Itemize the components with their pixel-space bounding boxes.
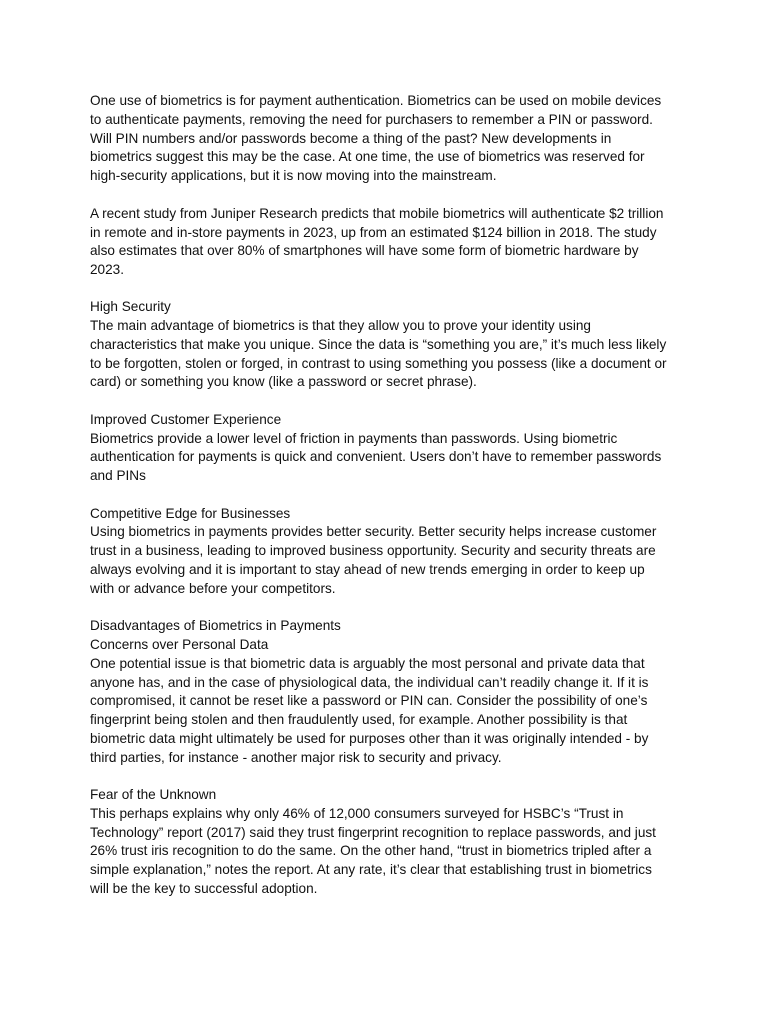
text-line: Will PIN numbers and/or passwords become a thing of the past? New developments in (90, 131, 612, 146)
text-line: Biometrics provide a lower level of friction in payments than passwords. Using biometric (90, 431, 618, 446)
text-line: A recent study from Juniper Research predicts that mobile biometrics will authenticate $2 trillion (90, 206, 664, 221)
text-line: trust in a business, leading to improved business opportunity. Security and security threats are (90, 543, 656, 558)
text-line: One use of biometrics is for payment authentication. Biometrics can be used on mobile devices (90, 93, 662, 108)
text-line: biometrics suggest this may be the case. At one time, the use of biometrics was reserved for (90, 149, 645, 164)
text-line: simple explanation,” notes the report. At any rate, it’s clear that establishing trust in biometrics (90, 862, 652, 877)
text-line: always evolving and it is important to stay ahead of new trends emerging in order to keep up (90, 562, 645, 577)
text-line: compromised, it cannot be reset like a password or PIN can. Consider the possibility of one’s (90, 693, 648, 708)
section-heading: Disadvantages of Biometrics in Payments (90, 618, 341, 633)
text-line: authentication for payments is quick and convenient. Users don’t have to remember passwords (90, 449, 662, 464)
text-line: and PINs (90, 468, 146, 483)
text-line: in remote and in-store payments in 2023, up from an estimated $124 billion in 2018. The study (90, 225, 657, 240)
text-line: high-security applications, but it is now moving into the mainstream. (90, 168, 497, 183)
text-line: third parties, for instance - another major risk to security and privacy. (90, 750, 502, 765)
text-line: will be the key to successful adoption. (90, 881, 318, 896)
section-heading: High Security (90, 299, 171, 314)
text-line: 26% trust iris recognition to do the same. On the other hand, “trust in biometrics tripled after a (90, 843, 652, 858)
text-line: also estimates that over 80% of smartphones will have some form of biometric hardware by (90, 243, 639, 258)
text-line: 2023. (90, 262, 125, 277)
text-line: fingerprint being stolen and then fraudulently used, for example. Another possibility is that (90, 712, 628, 727)
text-line: characteristics that make you unique. Since the data is “something you are,” it’s much less likely (90, 337, 667, 352)
text-line: One potential issue is that biometric data is arguably the most personal and private data that (90, 656, 645, 671)
text-line: The main advantage of biometrics is that they allow you to prove your identity using (90, 318, 591, 333)
text-line: anyone has, and in the case of physiological data, the individual can’t readily change it. If it is (90, 675, 649, 690)
subsection-heading: Concerns over Personal Data (90, 637, 269, 652)
section-heading: Improved Customer Experience (90, 412, 282, 427)
text-line: to authenticate payments, removing the need for purchasers to remember a PIN or password. (90, 112, 653, 127)
text-line: Technology” report (2017) said they trust fingerprint recognition to replace passwords, and just (90, 825, 656, 840)
text-line: with or advance before your competitors. (90, 581, 336, 596)
text-line: card) or something you know (like a password or secret phrase). (90, 374, 477, 389)
text-line: This perhaps explains why only 46% of 12,000 consumers surveyed for HSBC’s “Trust in (90, 806, 624, 821)
text-line: biometric data might ultimately be used for purposes other than it was originally intended - by (90, 731, 649, 746)
section-heading: Fear of the Unknown (90, 787, 217, 802)
text-line: Using biometrics in payments provides better security. Better security helps increase customer (90, 524, 657, 539)
text-line: to be forgotten, stolen or forged, in contrast to using something you possess (like a document or (90, 356, 667, 371)
section-heading: Competitive Edge for Businesses (90, 506, 291, 521)
